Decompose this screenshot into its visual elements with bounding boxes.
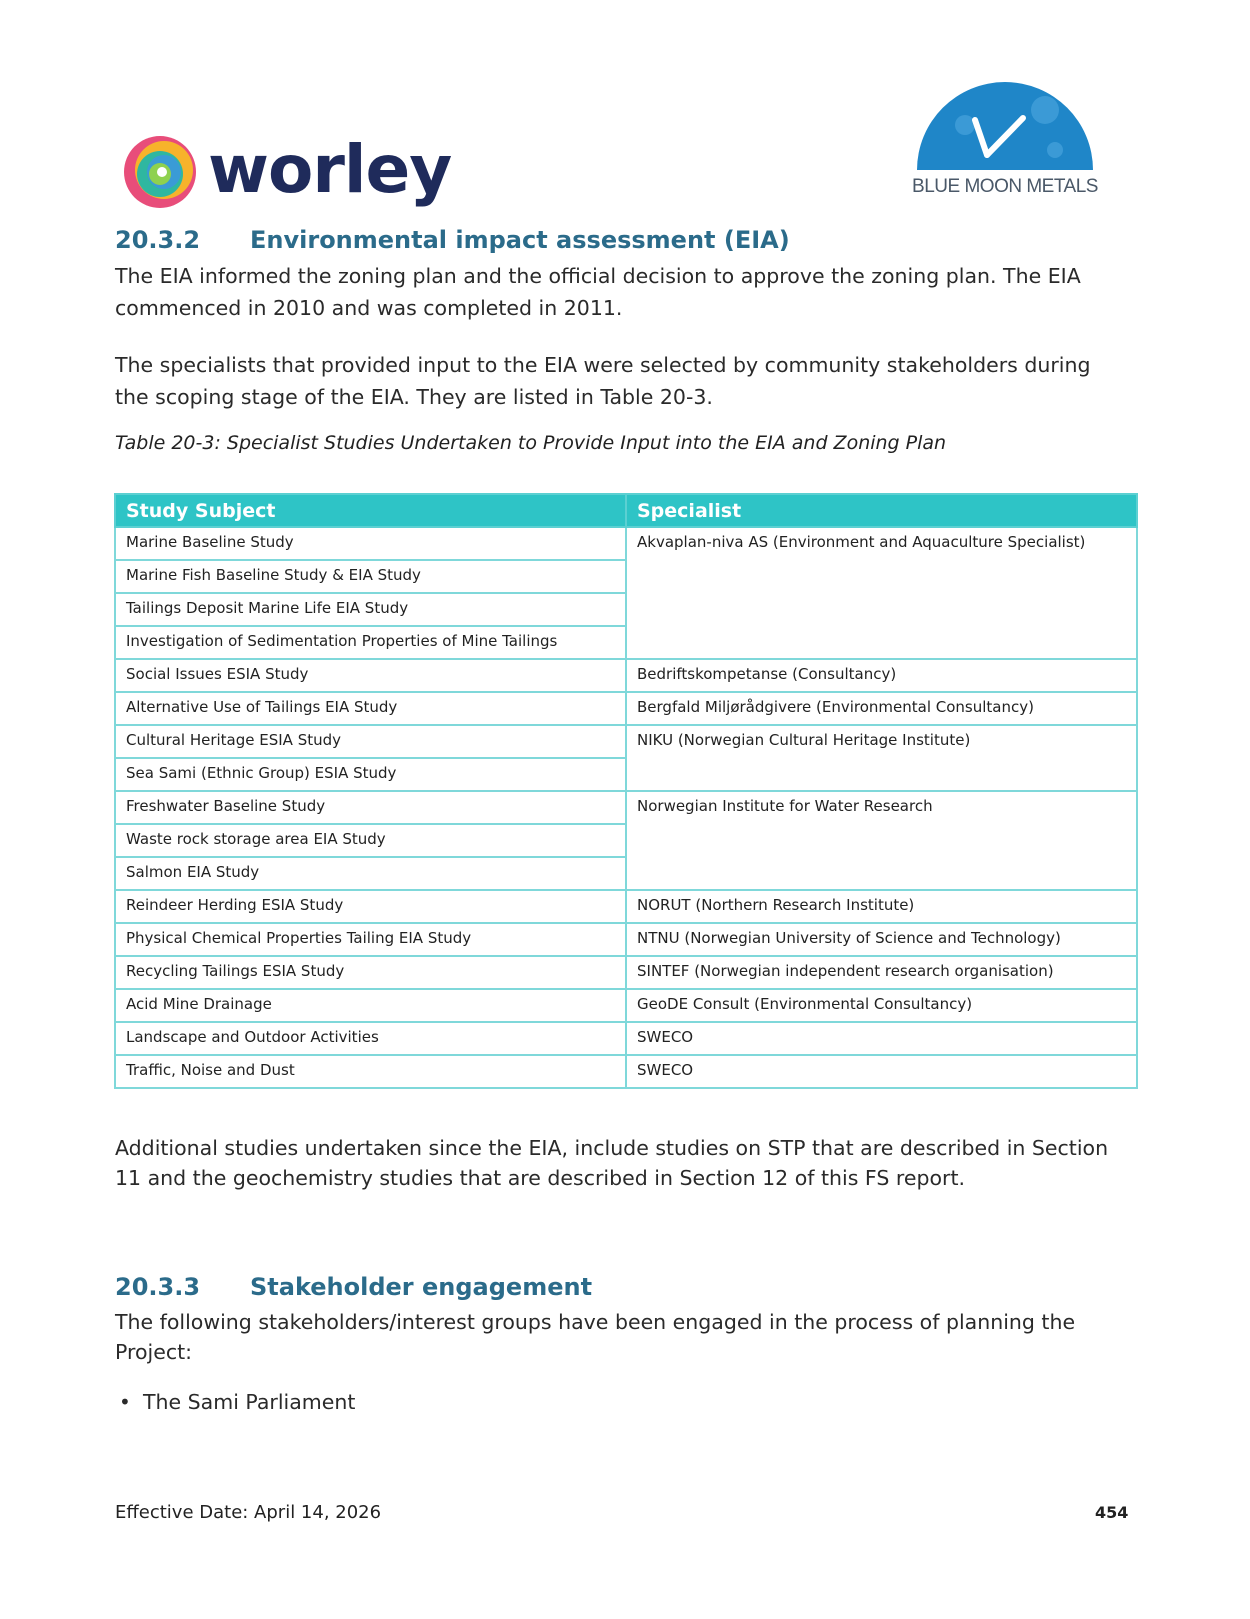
table-row <box>115 956 1137 989</box>
study-subject-cell: Freshwater Baseline Study <box>115 791 626 824</box>
specialist-cell: Akvaplan-niva AS (Environment and Aquaculture Specialist) <box>626 527 1137 659</box>
blue-moon-metals-logo <box>905 70 1105 205</box>
section-heading-eia <box>115 226 790 254</box>
study-subject-cell: Alternative Use of Tailings EIA Study <box>115 692 626 725</box>
worley-logo <box>120 128 452 218</box>
section-number: 20.3.3 <box>115 1273 201 1301</box>
table-row <box>115 527 1137 560</box>
table-row <box>115 989 1137 1022</box>
study-subject-cell: Traffic, Noise and Dust <box>115 1055 626 1088</box>
study-subject-cell: Physical Chemical Properties Tailing EIA Study <box>115 923 626 956</box>
study-subject-cell: Sea Sami (Ethnic Group) ESIA Study <box>115 758 626 791</box>
section-title: Stakeholder engagement <box>250 1273 593 1301</box>
table-row <box>115 1022 1137 1055</box>
worley-wordmark: worley <box>208 131 452 208</box>
blue-moon-metals-wordmark: BLUE MOON METALS <box>912 176 1098 197</box>
study-subject-cell: Cultural Heritage ESIA Study <box>115 725 626 758</box>
specialist-cell: NIKU (Norwegian Cultural Heritage Institute) <box>626 725 1137 791</box>
footer-effective-date: Effective Date: April 14, 2026 <box>115 1502 382 1523</box>
study-subject-cell: Marine Fish Baseline Study & EIA Study <box>115 560 626 593</box>
specialist-cell: Norwegian Institute for Water Research <box>626 791 1137 890</box>
stakeholder-intro-paragraph: The following stakeholders/interest groups have been engaged in the process of planning the Project: <box>115 1310 1076 1364</box>
study-subject-cell: Reindeer Herding ESIA Study <box>115 890 626 923</box>
study-subject-cell: Social Issues ESIA Study <box>115 659 626 692</box>
column-header-specialist: Specialist <box>626 494 1137 527</box>
specialist-cell: NTNU (Norwegian University of Science and Technology) <box>626 923 1137 956</box>
specialist-cell: SWECO <box>626 1022 1137 1055</box>
column-header-study-subject: Study Subject <box>115 494 626 527</box>
study-subject-cell: Waste rock storage area EIA Study <box>115 824 626 857</box>
section-heading-stakeholder <box>115 1273 592 1301</box>
table-row <box>115 692 1137 725</box>
additional-studies-paragraph: Additional studies undertaken since the EIA, include studies on STP that are described in Section 11 and the geochemistry studies that are described in Section 12 of this FS report. <box>115 1136 1109 1190</box>
eia-paragraph-2: The specialists that provided input to the EIA were selected by community stakeholders during the scoping stage of the EIA. They are listed in Table 20-3. <box>115 353 1091 409</box>
study-subject-cell: Investigation of Sedimentation Properties of Mine Tailings <box>115 626 626 659</box>
specialist-cell: NORUT (Northern Research Institute) <box>626 890 1137 923</box>
specialist-cell: Bedriftskompetanse (Consultancy) <box>626 659 1137 692</box>
study-subject-cell: Recycling Tailings ESIA Study <box>115 956 626 989</box>
table-row <box>115 923 1137 956</box>
eia-paragraph-1: The EIA informed the zoning plan and the official decision to approve the zoning plan. The EIA commenced in 2010 and was completed in 2011. <box>115 264 1081 320</box>
table-caption: Table 20-3: Specialist Studies Undertaken to Provide Input into the EIA and Zoning Plan <box>115 432 947 454</box>
specialist-cell: Bergfald Miljørådgivere (Environmental Consultancy) <box>626 692 1137 725</box>
study-subject-cell: Marine Baseline Study <box>115 527 626 560</box>
study-subject-cell: Landscape and Outdoor Activities <box>115 1022 626 1055</box>
table-row <box>115 659 1137 692</box>
bullet-icon: • <box>119 1390 131 1414</box>
section-title: Environmental impact assessment (EIA) <box>250 226 790 254</box>
specialist-cell: GeoDE Consult (Environmental Consultancy) <box>626 989 1137 1022</box>
worley-swirl-icon <box>120 132 200 212</box>
study-subject-cell: Salmon EIA Study <box>115 857 626 890</box>
specialist-cell: SWECO <box>626 1055 1137 1088</box>
study-subject-cell: Tailings Deposit Marine Life EIA Study <box>115 593 626 626</box>
table-row <box>115 725 1137 758</box>
moon-clock-icon <box>905 70 1105 175</box>
table-row <box>115 791 1137 824</box>
footer-page-number: 454 <box>1095 1503 1129 1522</box>
specialist-studies-table <box>114 493 1138 1089</box>
table-row <box>115 1055 1137 1088</box>
table-header-row <box>115 494 1137 527</box>
stakeholder-list-item: The Sami Parliament <box>143 1390 356 1414</box>
table-row <box>115 890 1137 923</box>
study-subject-cell: Acid Mine Drainage <box>115 989 626 1022</box>
section-number: 20.3.2 <box>115 226 201 254</box>
specialist-cell: SINTEF (Norwegian independent research organisation) <box>626 956 1137 989</box>
